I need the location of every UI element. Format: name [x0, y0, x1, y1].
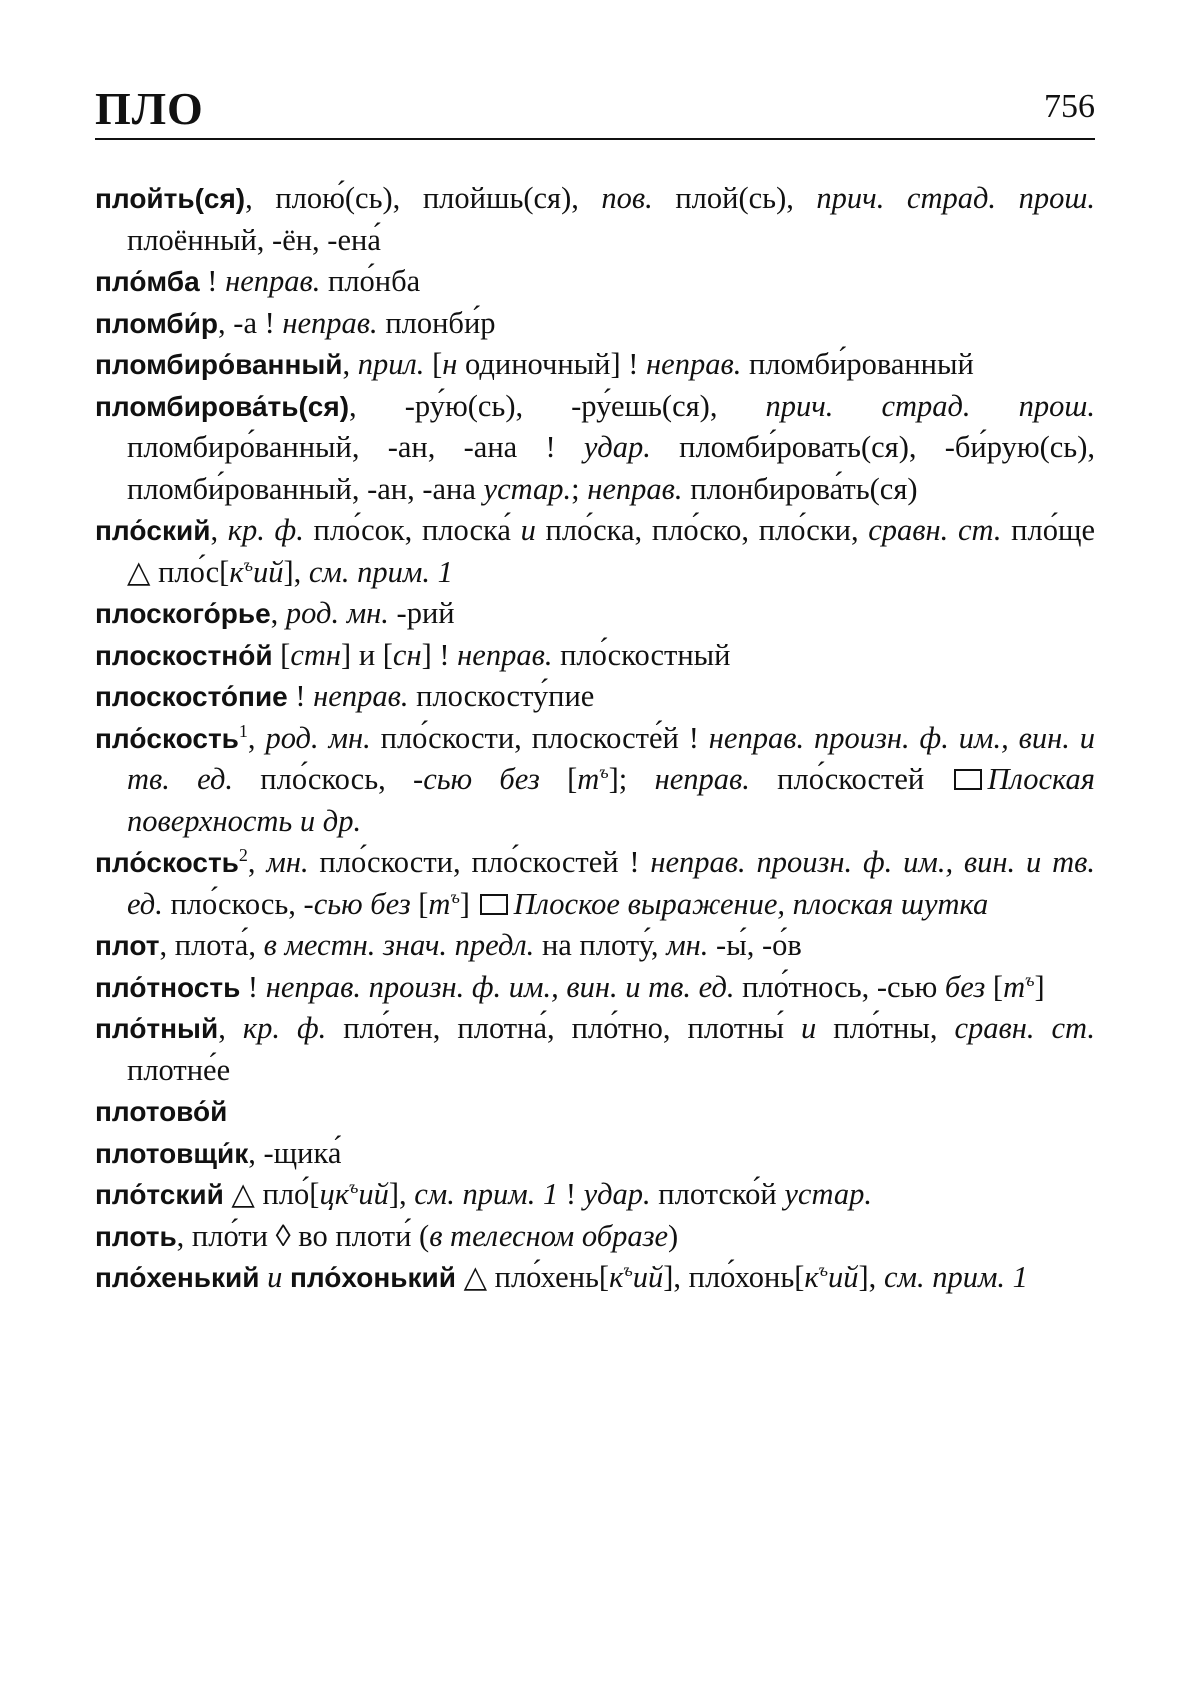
- entry-plotovoy: [95, 1091, 1095, 1133]
- grammar-note: неправ. произн. ф. им., вин. и тв. ед.: [127, 720, 1096, 796]
- grammar-note: -сью без: [303, 886, 411, 921]
- entry-text: плотне́е: [127, 1052, 231, 1087]
- homonym-number: 1: [238, 720, 248, 741]
- grammar-note: пов.: [601, 181, 653, 215]
- grammar-note: род. мн.: [285, 596, 389, 630]
- entry-text: плонби́р: [377, 305, 496, 340]
- definition-box-icon: [954, 769, 982, 790]
- headword: плот: [95, 930, 160, 961]
- entry-text: ] !: [421, 637, 458, 672]
- grammar-note: род. мн.: [265, 720, 371, 755]
- grammar-note: т: [577, 762, 600, 796]
- headword: пло́тный: [95, 1013, 219, 1044]
- grammar-note: сн: [392, 637, 422, 672]
- grammar-note: неправ.: [313, 679, 409, 713]
- grammar-note: к: [609, 1260, 624, 1294]
- entry-ploskost2: [95, 842, 1095, 925]
- grammar-note: без: [944, 969, 986, 1004]
- entry-ploskiy: [95, 510, 1095, 593]
- entry-text: ], пло́хонь[: [663, 1260, 805, 1294]
- entry-text: ],: [283, 554, 309, 589]
- headword: плойть(ся): [95, 183, 246, 214]
- entry-text: пло́скости, плоскосте́й !: [370, 720, 709, 755]
- entry-text: , плою́(сь), плойшь(ся),: [245, 181, 602, 215]
- grammar-note: сравн. ст.: [954, 1011, 1096, 1045]
- entry-text: пло́сок, плоска́: [303, 513, 521, 547]
- headword: плоскостно́й: [95, 639, 273, 671]
- entry-text: пло́скости, пло́скостей !: [308, 845, 651, 879]
- grammar-note: устар.: [483, 471, 572, 506]
- entry-text: пломбиро́ванный, -ан, -ана !: [127, 430, 584, 464]
- entry-text: пло́скось,: [233, 762, 414, 796]
- soft-sign-mark: ъ: [599, 761, 609, 782]
- headword: плотовщи́к: [95, 1137, 249, 1169]
- entry-text: пло́скось,: [162, 886, 304, 921]
- soft-sign-mark: ъ: [1025, 969, 1035, 990]
- entry-text: -ы́, -о́в: [708, 928, 802, 962]
- grammar-note: прич. страд. прош.: [765, 388, 1095, 423]
- grammar-note: неправ.: [457, 637, 553, 672]
- grammar-note: прил.: [357, 347, 425, 381]
- headword: пло́скость: [95, 847, 239, 878]
- entry-text: плоённый, -ён, -ена́: [127, 222, 381, 257]
- entry-text: на плоту́,: [534, 928, 667, 962]
- entry-text: ,: [218, 1011, 243, 1045]
- soft-sign-mark: ъ: [450, 886, 460, 907]
- entry-ploskostnoy: [95, 635, 1095, 677]
- soft-sign-mark: ъ: [818, 1259, 829, 1280]
- entry-text: одиночный] !: [457, 347, 647, 381]
- grammar-note: неправ.: [282, 305, 378, 340]
- entry-plo-itsya: [95, 178, 1095, 261]
- headword: пло́тский: [95, 1179, 224, 1210]
- headword: пломбиро́ванный: [95, 349, 343, 380]
- header-rule: [95, 138, 1095, 140]
- page-number: 756: [1044, 88, 1095, 125]
- grammar-note: см. прим. 1: [883, 1260, 1028, 1294]
- grammar-note: кр. ф.: [242, 1011, 327, 1045]
- grammar-note: н: [442, 347, 458, 381]
- entry-plot-flesh: [95, 1216, 1095, 1258]
- running-head: ПЛО: [95, 83, 204, 134]
- headword: плоского́рье: [95, 598, 271, 629]
- grammar-note: неправ.: [654, 762, 750, 796]
- entry-text: плотско́й: [650, 1177, 785, 1211]
- entry-text: [: [985, 969, 1004, 1004]
- headword: пло́скость: [95, 722, 239, 754]
- page-header: [95, 78, 1095, 134]
- entry-text: пло́ска, пло́ско, пло́ски,: [535, 513, 869, 547]
- headword: пло́хонький: [289, 1262, 456, 1293]
- grammar-note: ий: [632, 1260, 664, 1294]
- entry-plomba: [95, 261, 1095, 303]
- entry-text: пло́тен, плотна́, пло́тно, плотны́: [326, 1011, 802, 1045]
- entry-text: -рий: [388, 596, 455, 630]
- entry-text: ,: [247, 720, 266, 755]
- grammar-note: мн.: [666, 928, 709, 962]
- entry-text: ],: [858, 1260, 884, 1294]
- entry-text: [: [410, 886, 429, 921]
- entry-text: ,: [210, 513, 228, 547]
- grammar-note: ий: [252, 554, 284, 589]
- soft-sign-mark: ъ: [623, 1259, 633, 1280]
- headword: пло́хенький: [95, 1262, 260, 1293]
- soft-sign-mark: ъ: [243, 554, 253, 575]
- entry-text: [282, 1260, 290, 1294]
- grammar-note: и: [801, 1011, 817, 1045]
- entry-text: пло́скостный: [552, 637, 731, 672]
- entry-text: ;: [571, 471, 588, 506]
- grammar-note: Плоская поверхность и др.: [127, 762, 1095, 838]
- entry-text: , -а !: [218, 305, 283, 340]
- entry-text: , -ру́ю(сь), -ру́ешь(ся),: [349, 388, 766, 423]
- headword: плоскосто́пие: [95, 681, 288, 712]
- grammar-note: см. прим. 1: [308, 554, 453, 589]
- entry-text: [: [424, 347, 443, 381]
- entry-text: пло́тны,: [816, 1011, 955, 1045]
- entry-text: плой(сь),: [652, 181, 817, 215]
- grammar-note: ий: [358, 1177, 389, 1211]
- grammar-note: и: [267, 1260, 283, 1294]
- entry-text: пло́скостей: [749, 762, 952, 796]
- dictionary-entries: [95, 178, 1095, 1299]
- grammar-note: цк: [319, 1177, 349, 1211]
- grammar-note: неправ.: [225, 264, 321, 298]
- entry-text: ,: [247, 845, 267, 879]
- entry-text: пло́нба: [320, 264, 421, 298]
- grammar-note: т: [428, 886, 451, 921]
- entry-text: пло́тнось, -сью: [734, 969, 945, 1004]
- grammar-note: сравн. ст.: [868, 513, 1002, 547]
- grammar-note: стн: [290, 637, 342, 672]
- entry-text: [: [539, 762, 578, 796]
- grammar-note: прич. страд. прош.: [816, 181, 1095, 215]
- grammar-note: в местн. знач. предл.: [263, 928, 535, 962]
- grammar-note: к: [229, 554, 244, 589]
- entry-ploskost1: [95, 718, 1095, 843]
- entry-text: !: [558, 1177, 584, 1211]
- headword: плотово́й: [95, 1096, 228, 1127]
- headword: пло́мба: [95, 266, 200, 297]
- entry-text: ,: [342, 347, 358, 381]
- entry-text: ): [668, 1218, 679, 1253]
- grammar-note: неправ.: [587, 471, 683, 506]
- homonym-number: 2: [238, 844, 248, 865]
- grammar-note: кр. ф.: [227, 513, 304, 547]
- entry-plot: [95, 925, 1095, 967]
- grammar-note: неправ.: [646, 347, 742, 381]
- entry-text: △ пло́[: [223, 1177, 320, 1211]
- entry-plotnost: [95, 967, 1095, 1009]
- grammar-note: т: [1003, 969, 1026, 1004]
- entry-ploskogorye: [95, 593, 1095, 635]
- grammar-note: см. прим. 1: [414, 1177, 559, 1211]
- entry-text: ]: [459, 886, 478, 921]
- grammar-note: Плоское выражение, плоская шутка: [513, 886, 989, 921]
- entry-text: ];: [608, 762, 655, 796]
- grammar-note: удар.: [583, 430, 651, 464]
- grammar-note: -сью без: [413, 762, 540, 796]
- entry-plotny: [95, 1008, 1095, 1091]
- entry-text: , пло́ти ◊ во плоти́ (: [176, 1218, 430, 1253]
- entry-text: ] и [: [341, 637, 393, 672]
- entry-ploskostopie: [95, 676, 1095, 718]
- definition-box-icon: [480, 894, 508, 915]
- entry-plombir: [95, 303, 1095, 345]
- entry-text: △ пло́хень[: [455, 1260, 610, 1294]
- entry-text: ]: [1034, 969, 1045, 1004]
- grammar-note: удар.: [583, 1177, 651, 1211]
- entry-plotskiy: [95, 1174, 1095, 1216]
- headword: плоть: [95, 1220, 177, 1252]
- entry-text: [259, 1260, 267, 1294]
- entry-plotovshchik: [95, 1133, 1095, 1175]
- entry-plombirovanny: [95, 344, 1095, 386]
- grammar-note: устар.: [784, 1177, 872, 1211]
- grammar-note: мн.: [266, 845, 309, 879]
- grammar-note: к: [804, 1260, 819, 1294]
- entry-text: пло́ще △ пло́с[: [127, 513, 1096, 589]
- grammar-note: неправ. произн. ф. им., вин. и тв. ед.: [127, 845, 1095, 921]
- entry-text: , -щика́: [248, 1135, 342, 1170]
- entry-text: ],: [388, 1177, 415, 1211]
- entry-text: [: [272, 637, 291, 672]
- entry-text: !: [287, 679, 314, 713]
- entry-text: , плота́,: [159, 928, 264, 962]
- grammar-note: и: [520, 513, 536, 547]
- headword: пломби́р: [95, 307, 219, 339]
- entry-text: !: [240, 969, 266, 1004]
- headword: пло́ский: [95, 515, 211, 546]
- entry-text: !: [199, 264, 226, 298]
- entry-plombirovatsya: [95, 386, 1095, 511]
- headword: пло́тность: [95, 971, 241, 1003]
- grammar-note: ий: [828, 1260, 859, 1294]
- grammar-note: в телесном образе: [429, 1218, 669, 1253]
- entry-text: плонбирова́ть(ся): [682, 471, 918, 506]
- entry-text: пломби́ровать(ся), -би́рую(сь), пломби́рованный, -ан, -ана: [127, 430, 1095, 506]
- entry-text: плоскосту́пие: [408, 679, 595, 713]
- entry-text: пломби́рованный: [741, 347, 974, 381]
- entry-plokhenkiy: [95, 1257, 1095, 1299]
- headword: пломбирова́ть(ся): [95, 390, 350, 422]
- grammar-note: неправ. произн. ф. им., вин. и тв. ед.: [265, 969, 735, 1004]
- entry-text: ,: [270, 596, 286, 630]
- soft-sign-mark: ъ: [348, 1176, 359, 1197]
